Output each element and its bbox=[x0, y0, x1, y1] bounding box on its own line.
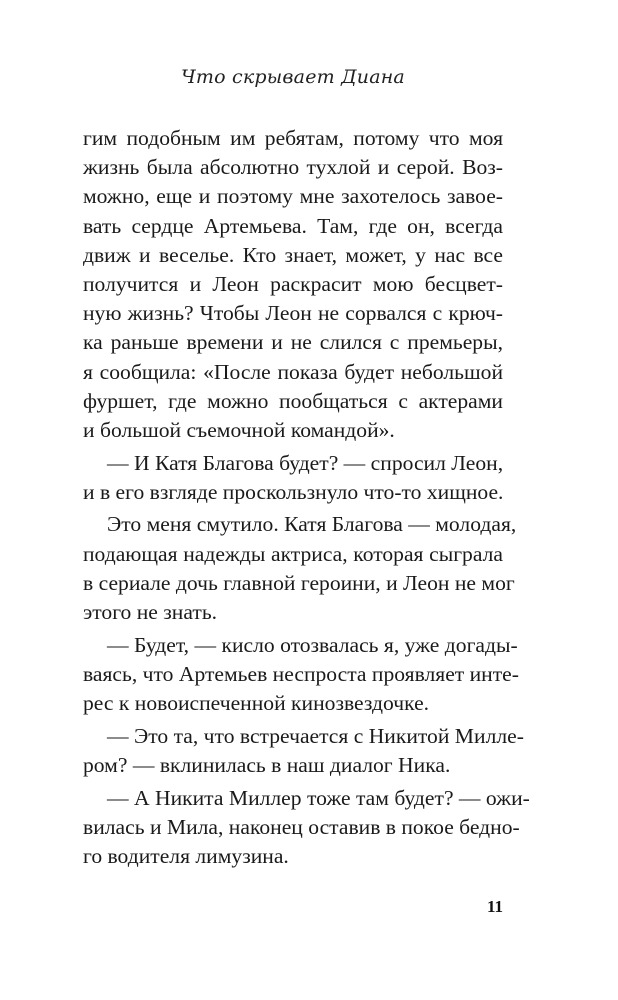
text-line: фуршет, где можно пообщаться с актерами bbox=[83, 388, 503, 413]
text-line: — Будет, — кисло отозвалась я, уже догады- bbox=[107, 632, 518, 657]
text-line: ную жизнь? Чтобы Леон не сорвался с крюч- bbox=[83, 301, 503, 326]
text-line: — Это та, что встречается с Никитой Милле- bbox=[107, 723, 524, 748]
page-number: 11 bbox=[486, 897, 503, 916]
paragraph-dialogue bbox=[83, 722, 524, 780]
text-line: ваясь, что Артемьев неспроста проявляет инте- bbox=[83, 661, 519, 686]
paragraph-dialogue bbox=[83, 631, 519, 719]
text-line: — И Катя Благова будет? — спросил Леон, bbox=[107, 450, 504, 475]
paragraph-dialogue bbox=[83, 784, 530, 872]
paragraph bbox=[83, 510, 517, 627]
text-line: можно, еще и поэтому мне захотелось завое- bbox=[83, 184, 503, 209]
text-line: получится и Леон раскрасит мою бесцвет- bbox=[83, 271, 503, 296]
text-line: этого не знать. bbox=[83, 600, 218, 624]
text-line: жизнь была абсолютно тухлой и серой. Воз- bbox=[83, 155, 503, 180]
running-head-title: Что скрывает Диана bbox=[181, 66, 405, 88]
text-line: рес к новоиспеченной кинозвездочке. bbox=[83, 691, 430, 716]
body-text bbox=[83, 124, 530, 875]
text-line: вать сердце Артемьева. Там, где он, всегда bbox=[83, 213, 503, 238]
text-line: го водителя лимузина. bbox=[83, 844, 289, 868]
text-line: Это меня смутило. Катя Благова — молодая, bbox=[107, 512, 517, 537]
text-line: подающая надежды актриса, которая сыграла bbox=[83, 541, 503, 566]
text-line: ка раньше времени и не слился с премьеры, bbox=[83, 330, 503, 355]
text-line: гим подобным им ребятам, потому что моя bbox=[83, 126, 503, 150]
text-line: — А Никита Миллер тоже там будет? — ожи- bbox=[107, 785, 530, 810]
text-line: и большой съемочной командой». bbox=[83, 417, 395, 442]
text-line: в сериале дочь главной героини, и Леон не мог bbox=[83, 570, 515, 595]
text-line: и в его взгляде проскользнуло что-то хищное. bbox=[83, 479, 504, 504]
text-line: я сообщила: «После показа будет небольшой bbox=[83, 359, 503, 384]
paragraph-dialogue bbox=[83, 449, 503, 507]
text-line: ром? — вклинилась в наш диалог Ника. bbox=[83, 752, 451, 777]
text-line: движ и веселье. Кто знает, может, у нас все bbox=[83, 242, 503, 267]
paragraph bbox=[83, 124, 503, 445]
text-line: вилась и Мила, наконец оставив в покое бедно- bbox=[83, 814, 520, 839]
